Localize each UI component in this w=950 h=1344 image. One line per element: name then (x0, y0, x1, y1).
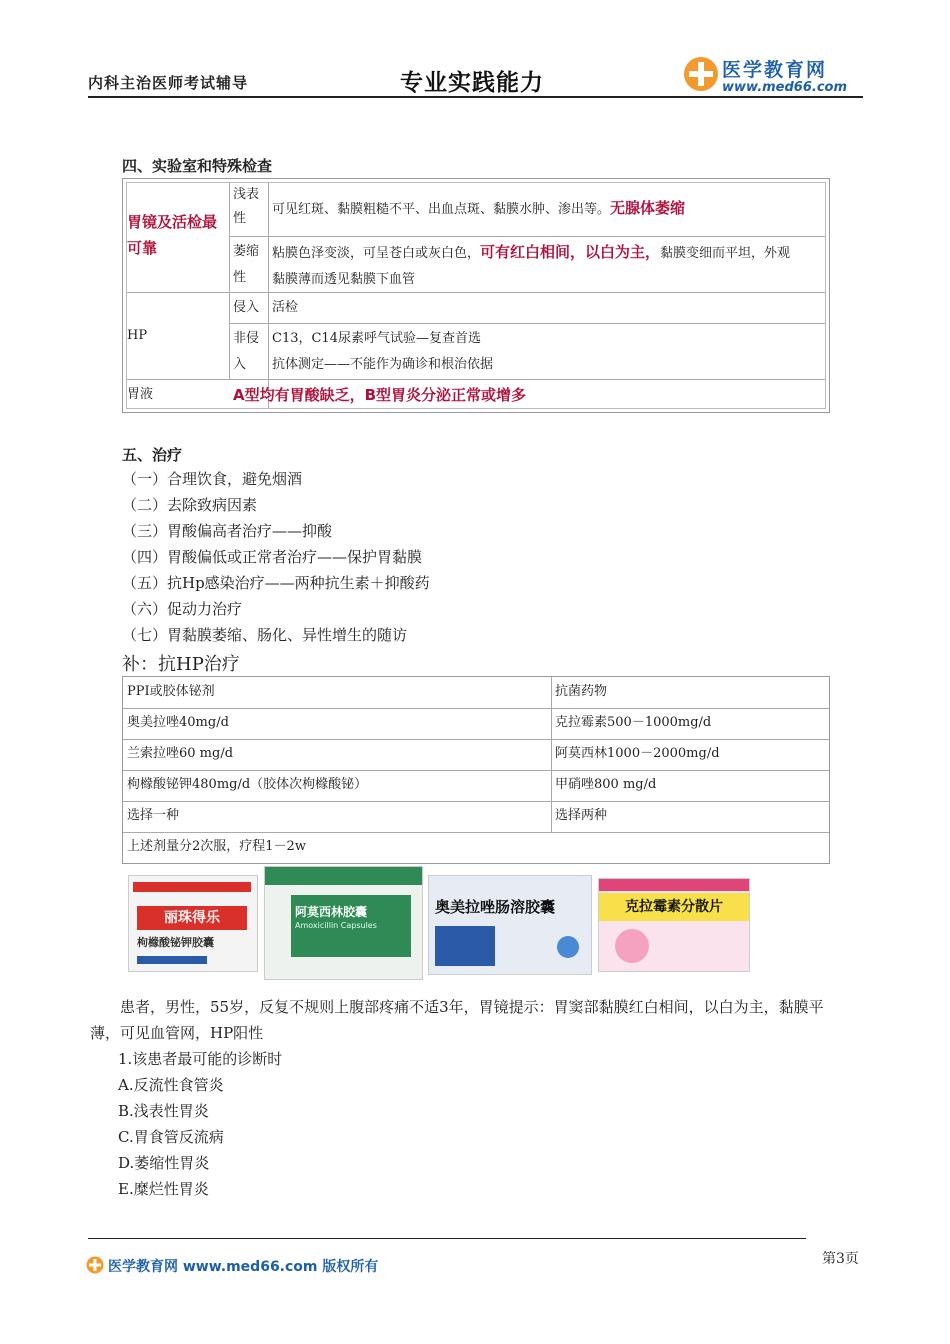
product-box-bismuth (128, 875, 258, 972)
option-d: D.萎缩性胃炎 (118, 1154, 210, 1172)
treatment-item: （五）抗Hp感染治疗——两种抗生素＋抑酸药 (122, 574, 430, 592)
invasive-type: 侵入 (233, 300, 260, 315)
footer-divider (88, 1238, 806, 1239)
logo-url: www.med66.com (722, 80, 848, 95)
gastric-juice-label: 胃液 (127, 387, 154, 402)
product-box-omeprazole (428, 875, 592, 975)
product-name: 克拉霉素分散片 (599, 893, 749, 921)
exam-table (122, 178, 830, 413)
product-box-amoxicillin (264, 866, 423, 980)
noninvasive-type: 非侵入 (233, 331, 260, 372)
header-center-title: 专业实践能力 (400, 70, 544, 96)
header-left-title: 内科主治医师考试辅导 (88, 74, 249, 92)
section-4-title: 四、实验室和特殊检查 (122, 157, 273, 175)
footer-logo-icon (86, 1256, 104, 1274)
product-name: 奥美拉唑肠溶胶囊 (435, 898, 556, 916)
treatment-item: （三）胃酸偏高者治疗——抑酸 (122, 522, 333, 540)
table-cell: 选择两种 (555, 808, 608, 823)
endoscopy-label: 胃镜及活检最可靠 (127, 213, 218, 257)
table-cell: 奥美拉唑40mg/d (127, 715, 229, 730)
table-cell: 选择一种 (127, 808, 180, 823)
hp-label: HP (127, 328, 148, 343)
invasive-desc: 活检 (272, 300, 299, 315)
cross-logo-icon (683, 56, 719, 92)
table-cell: 枸橼酸铋钾480mg/d（胶体次枸橼酸铋） (127, 777, 368, 792)
treatment-item: （七）胃黏膜萎缩、肠化、异性增生的随访 (122, 626, 408, 644)
page-number: 第3页 (822, 1251, 859, 1267)
header-divider (88, 96, 863, 98)
section-5-title: 五、治疗 (122, 446, 183, 464)
treatment-item: （四）胃酸偏低或正常者治疗——保护胃黏膜 (122, 548, 423, 566)
table-cell: 克拉霉素500－1000mg/d (555, 715, 712, 730)
gastric-juice-desc: A型均有胃酸缺乏，B型胃炎分泌正常或增多 (233, 386, 527, 404)
hp-treatment-table (122, 676, 830, 864)
table-cell: 阿莫西林1000－2000mg/d (555, 746, 720, 761)
product-name: 阿莫西林胶囊 (295, 905, 368, 919)
option-a: A.反流性食管炎 (118, 1076, 224, 1094)
table-cell: 抗菌药物 (555, 684, 608, 699)
atrophic-type: 萎缩性 (233, 244, 260, 285)
table-footer-cell: 上述剂量分2次服，疗程1－2w (127, 839, 306, 854)
option-e: E.糜烂性胃炎 (118, 1180, 209, 1198)
treatment-item: （六）促动力治疗 (122, 600, 243, 618)
table-cell: PPI或胶体铋剂 (127, 684, 215, 699)
footer-copyright: 医学教育网 www.med66.com 版权所有 (108, 1259, 379, 1275)
table-cell: 甲硝唑800 mg/d (555, 777, 657, 792)
logo-text: 医学教育网 (722, 59, 828, 81)
superficial-desc: 可见红斑、黏膜粗糙不平、出血点斑、黏膜水肿、渗出等。无腺体萎缩 (272, 199, 686, 217)
table-cell: 兰索拉唑60 mg/d (127, 746, 234, 761)
product-box-clarithromycin (598, 878, 750, 972)
question-text: 1.该患者最可能的诊断时 (118, 1050, 283, 1068)
option-c: C.胃食管反流病 (118, 1128, 224, 1146)
product-sub: 枸橼酸铋钾胶囊 (137, 936, 214, 949)
question-stem-2: 薄，可见血管网，HP阳性 (90, 1024, 264, 1042)
treatment-item: （一）合理饮食，避免烟酒 (122, 470, 303, 488)
noninvasive-desc: C13，C14尿素呼气试验—复查首选 抗体测定——不能作为确诊和根治依据 (272, 331, 494, 372)
atrophic-desc: 粘膜色泽变淡，可呈苍白或灰白色，可有红白相间，以白为主，黏膜变细而平坦，外观 黏膜薄而透见黏膜下血管 (272, 243, 791, 287)
treatment-item: （二）去除致病因素 (122, 496, 258, 514)
supplement-title: 补：抗HP治疗 (122, 654, 240, 675)
product-name: 丽珠得乐 (137, 906, 247, 930)
superficial-type: 浅表性 (233, 187, 260, 226)
option-b: B.浅表性胃炎 (118, 1102, 209, 1120)
product-sub: Amoxicillin Capsules (295, 921, 377, 930)
question-stem: 患者，男性，55岁，反复不规则上腹部疼痛不适3年，胃镜提示：胃窦部黏膜红白相间，以白为主，黏膜平 (120, 998, 824, 1016)
